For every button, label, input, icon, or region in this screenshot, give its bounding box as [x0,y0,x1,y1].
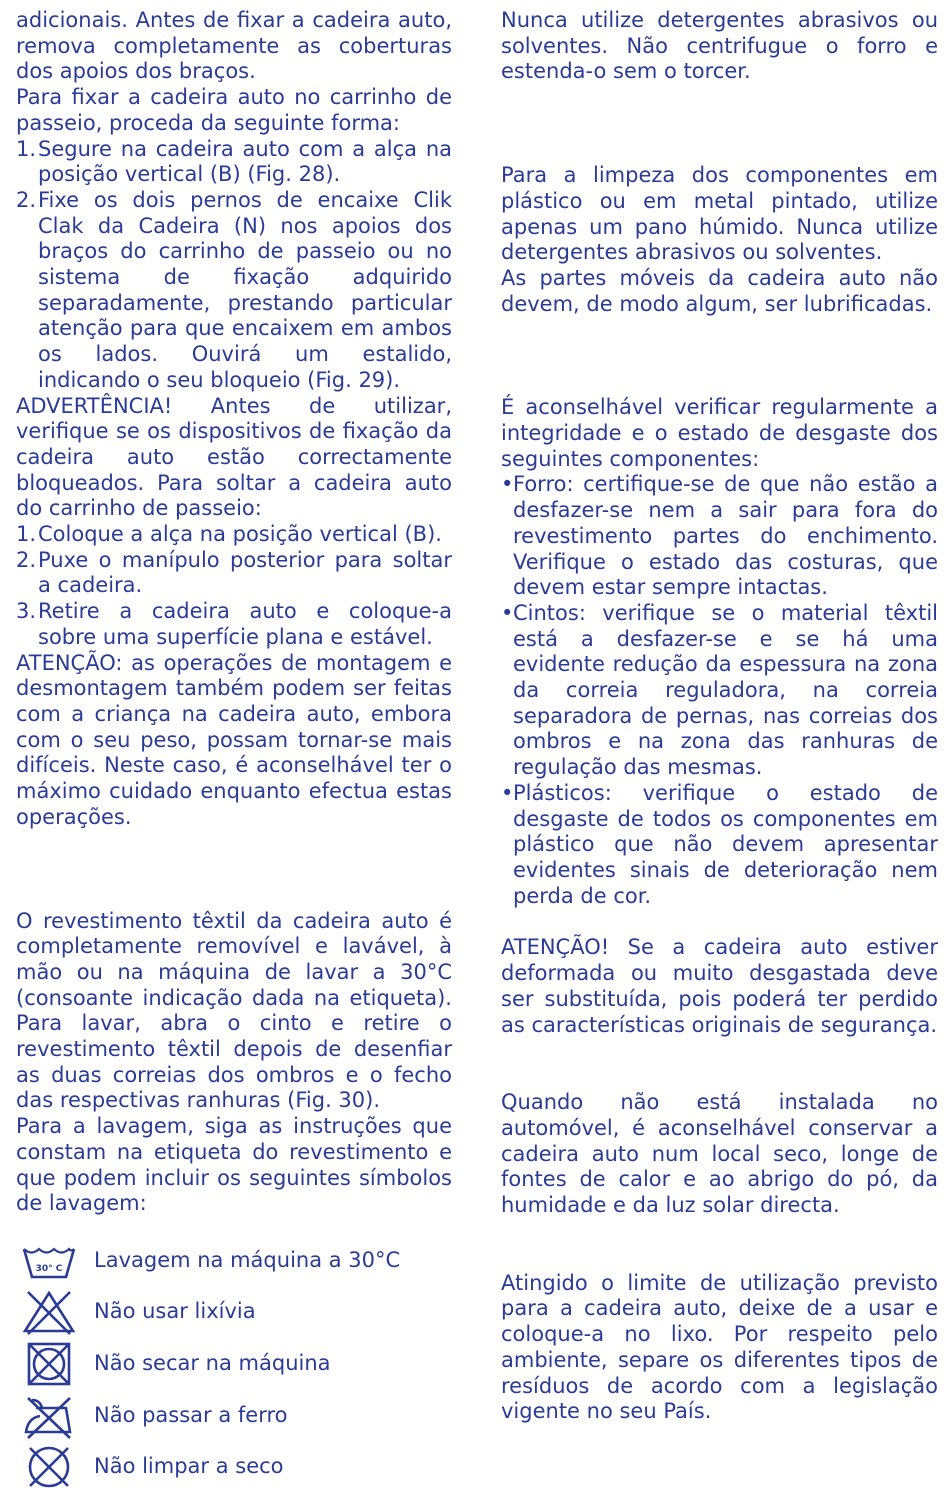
left-column [16,8,452,1493]
washing-paragraph: Para a lavagem, siga as instruções que constam na etiqueta do revestimento e que podem incluir os seguintes símbolos de lavagem: [16,1114,452,1216]
no-iron-icon [20,1392,78,1440]
symbol-label: Não usar lixívia [94,1299,256,1324]
list-item: • Forro: certifique-se de que não estão a desfazer-se nem a sair para fora do revestimento partes do enchimento. Verifique o estado das costuras, que devem estar sempre intactas. [501,472,938,600]
lubrication-paragraph: As partes móveis da cadeira auto não devem, de modo algum, ser lubrificadas. [501,265,938,316]
list-item: • Plásticos: verifique o estado de desgaste de todos os componentes em plástico que não devem apresentar evidentes sinais de deterioração nem perda de cor. [501,780,938,908]
wash-30-icon [20,1237,78,1285]
symbol-row [16,1235,452,1287]
attention-paragraph: ATENÇÃO: as operações de montagem e desmontagem também podem ser feitas com a criança na cadeira auto, embora com o seu peso, possam tornar-se mais difíceis. Neste caso, é aconselhável ter o máximo cuidado enquanto efectua estas operações. [16,650,452,829]
symbol-row [16,1390,452,1442]
svg-text:30° C: 30° C [35,1263,63,1274]
no-tumble-dry-icon [20,1340,78,1388]
list-item: 1. Coloque a alça na posição vertical (B). [16,522,442,547]
symbol-row [16,1338,452,1390]
bullet-icon: • [501,600,514,625]
intro-paragraph: adicionais. Antes de fixar a cadeira auto, remova completamente as coberturas dos apoios dos braços. [16,8,452,84]
fix-intro-paragraph: Para fixar a cadeira auto no carrinho de passeio, proceda da seguinte forma: [16,85,452,135]
list-item: 2. Puxe o manípulo posterior para soltar a cadeira. [16,547,452,598]
list-item: 1. Segure na cadeira auto com a alça na posição vertical (B) (Fig. 28). [16,136,452,187]
list-item: 3. Retire a cadeira auto e coloque-a sobre uma superfície plana e estável. [16,599,452,649]
bullet-icon: • [501,780,514,805]
washing-symbols [16,1235,452,1493]
symbol-label: Não limpar a seco [94,1454,284,1479]
release-steps-list [16,522,452,651]
plastic-cleaning-paragraph: Para a limpeza dos componentes em plástico ou em metal pintado, utilize apenas um pano húmido. Nunca utilize detergentes abrasivos ou solventes. [501,163,938,265]
no-dry-clean-icon [20,1443,78,1491]
detergent-paragraph: Nunca utilize detergentes abrasivos ou solventes. Não centrifugue o forro e estenda-o sem o torcer. [501,8,938,84]
symbol-label: Não passar a ferro [94,1402,288,1427]
replacement-warning-paragraph: ATENÇÃO! Se a cadeira auto estiver deformada ou muito desgastada deve ser substituída, pois poderá ter perdido as características originais de segurança. [501,935,938,1037]
storage-paragraph: Quando não está instalada no automóvel, é aconselhável conservar a cadeira auto num local seco, longe de fontes de calor e ao abrigo do pó, da humidade e da luz solar directa. [501,1090,938,1218]
bullet-icon: • [501,472,514,497]
symbol-row [16,1441,452,1493]
no-bleach-icon [20,1288,78,1336]
right-column [501,8,938,1425]
symbol-row [16,1287,452,1339]
fix-steps-list [16,137,452,394]
inspection-list [501,472,938,909]
inspection-paragraph: É aconselhável verificar regularmente a integridade e o estado de desgaste dos seguintes componentes: [501,395,938,471]
textile-paragraph: O revestimento têxtil da cadeira auto é completamente removível e lavável, à mão ou na máquina de lavar a 30°C (consoante indicação dada na etiqueta). Para lavar, abra o cinto e retire o revestimento têxtil depois de desenfiar as duas correias dos ombros e o fecho das respectivas ranhuras (Fig. 30). [16,908,452,1113]
disposal-paragraph: Atingido o limite de utilização previsto para a cadeira auto, deixe de a usar e coloque-a no lixo. Por respeito pelo ambiente, separe os diferentes tipos de resíduos de acordo com a legislação vigente no seu País. [501,1270,938,1424]
list-item: • Cintos: verifique se o material têxtil está a desfazer-se e se há uma evidente redução da espessura na zona da correia reguladora, na correia separadora de pernas, nas correias dos ombros e na zona das ranhuras de regulação das mesmas. [501,600,938,780]
symbol-label: Lavagem na máquina a 30°C [94,1247,401,1272]
list-item: 2. Fixe os dois pernos de encaixe Clik Clak da Cadeira (N) nos apoios dos braços do carrinho de passeio ou no sistema de fixação adquirido separadamente, prestando particular atenção para que encaixem em ambos os lados. Ouvirá um estalido, indicando o seu bloqueio (Fig. 29). [16,187,452,392]
warning-paragraph: ADVERTÊNCIA! Antes de utilizar, verifique se os dispositivos de fixação da cadeira auto estão correctamente bloqueados. Para soltar a cadeira auto do carrinho de passeio: [16,393,452,521]
symbol-label: Não secar na máquina [94,1351,331,1376]
